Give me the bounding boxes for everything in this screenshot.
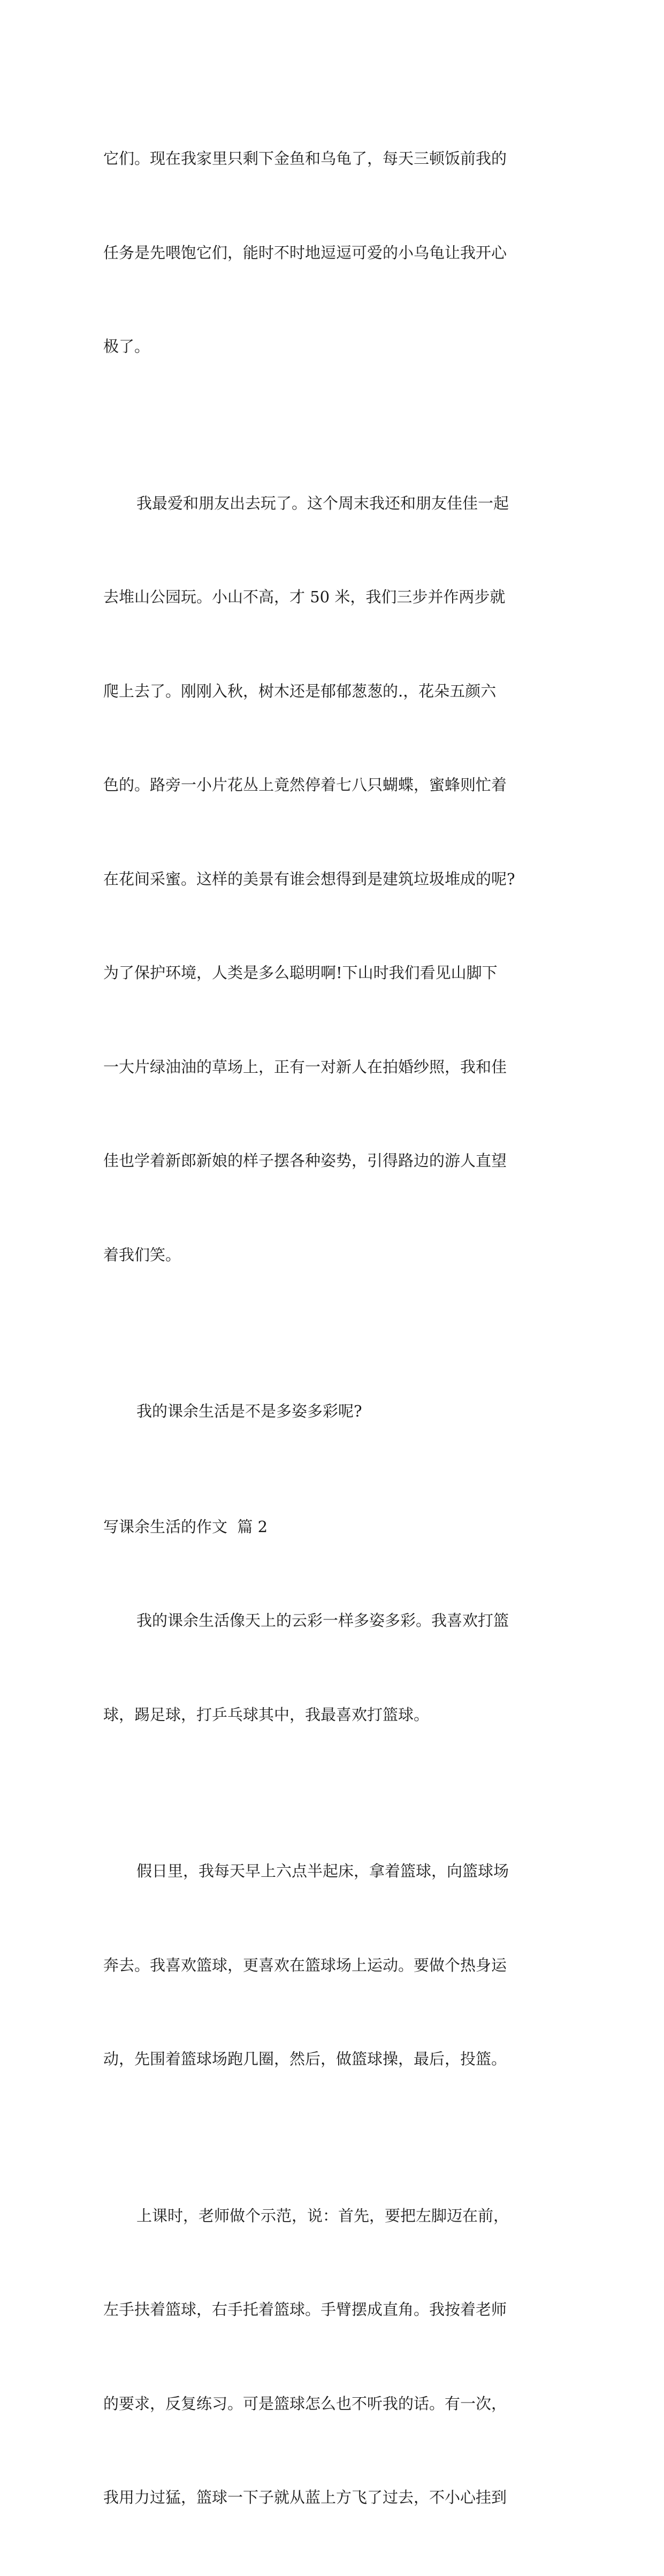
text-line: 在花间采蜜。这样的美景有谁会想得到是建筑垃圾堆成的呢? [103, 869, 515, 888]
text-line: 色的。路旁一小片花丛上竟然停着七八只蝴蝶，蜜蜂则忙着 [103, 776, 507, 794]
text-line: 我的课余生活是不是多姿多彩呢? [136, 1402, 362, 1420]
text-line: 我用力过猛，篮球一下子就从蓝上方飞了过去，不小心挂到 [103, 2488, 507, 2506]
paragraph-weekend-trip [103, 425, 563, 1334]
text-line: 为了保护环境，人类是多么聪明啊!下山时我们看见山脚下 [103, 964, 498, 982]
text-line: 我的课余生活像天上的云彩一样多姿多彩。我喜欢打篮 [136, 1611, 509, 1630]
document-page [103, 80, 563, 2576]
text-line: 极了。 [103, 337, 150, 355]
text-line: 球，踢足球，打乒乓球其中，我最喜欢打篮球。 [103, 1705, 430, 1724]
paragraph-closing [103, 1333, 563, 1490]
text-line: 上课时，老师做个示范，说：首先，要把左脚迈在前， [136, 2206, 509, 2225]
text-line: 佳也学着新郎新娘的样子摆各种姿势，引得路边的游人直望 [103, 1151, 507, 1170]
paragraph-class [103, 2138, 563, 2576]
section-heading: 写课余生活的作文 篇 2 [103, 1517, 268, 1536]
text-line: 着我们笑。 [103, 1245, 181, 1264]
text-line: 一大片绿油油的草场上，正有一对新人在拍婚纱照，我和佳 [103, 1057, 507, 1076]
text-line: 假日里，我每天早上六点半起床，拿着篮球，向篮球场 [136, 1862, 509, 1880]
text-line: 奔去。我喜欢篮球，更喜欢在篮球场上运动。要做个热身运 [103, 1956, 507, 1974]
paragraph-intro [103, 1542, 563, 1793]
text-line: 爬上去了。刚刚入秋，树木还是郁郁葱葱的.，花朵五颜六 [103, 681, 497, 700]
text-line: 任务是先喂饱它们，能时不时地逗逗可爱的小乌龟让我开心 [103, 243, 507, 262]
paragraph-holiday [103, 1793, 563, 2138]
text-line: 左手扶着篮球，右手托着篮球。手臂摆成直角。我按着老师 [103, 2300, 507, 2319]
paragraph-continued [103, 80, 563, 425]
text-line: 我最爱和朋友出去玩了。这个周末我还和朋友佳佳一起 [136, 494, 509, 512]
text-line: 它们。现在我家里只剩下金鱼和乌龟了，每天三顿饭前我的 [103, 149, 507, 168]
text-line: 动，先围着篮球场跑几圈，然后，做篮球操，最后，投篮。 [103, 2050, 507, 2068]
text-line: 去堆山公园玩。小山不高，才 50 米，我们三步并作两步就 [103, 588, 506, 606]
text-line: 的要求，反复练习。可是篮球怎么也不听我的话。有一次， [103, 2394, 507, 2413]
